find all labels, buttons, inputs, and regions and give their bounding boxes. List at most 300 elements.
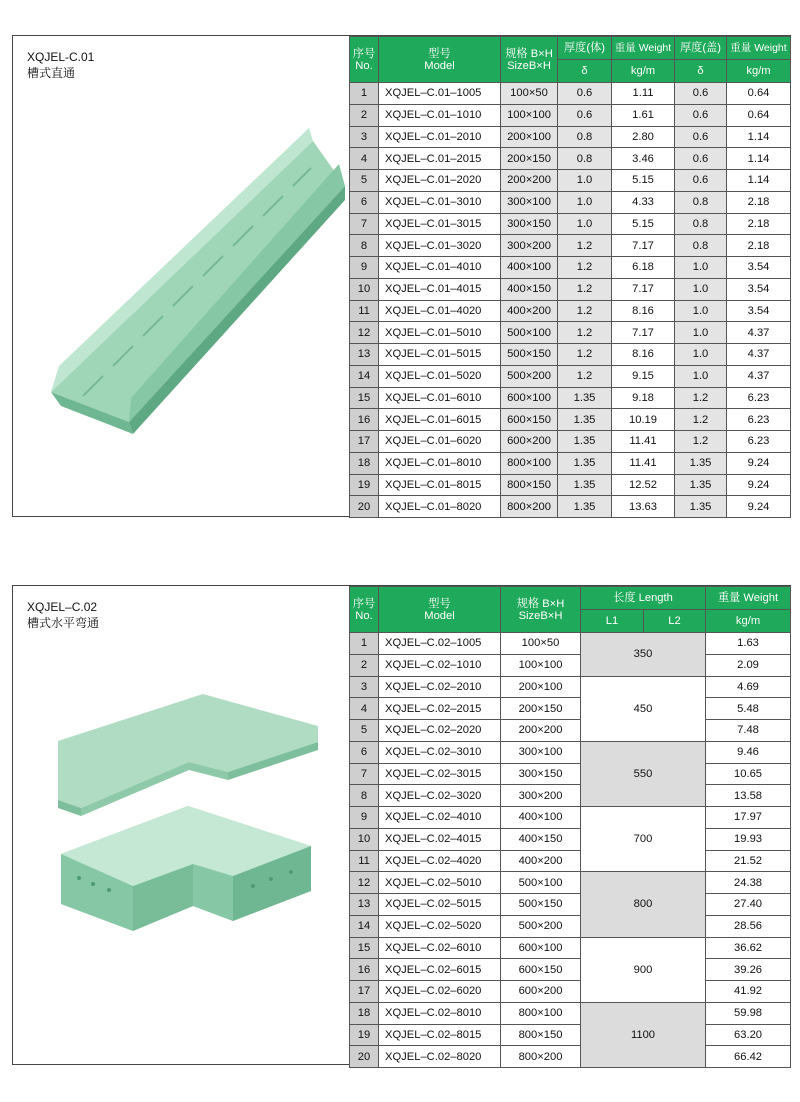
table-row <box>350 344 791 366</box>
row-model: XQJEL–C.01–4015 <box>379 278 501 300</box>
table-row <box>350 235 791 257</box>
row-weight-body: 7.17 <box>612 278 675 300</box>
row-weight: 9.46 <box>706 741 791 763</box>
row-model: XQJEL–C.01–3010 <box>379 191 501 213</box>
row-number: 18 <box>350 452 379 474</box>
row-weight: 24.38 <box>706 872 791 894</box>
row-size: 200×150 <box>501 148 558 170</box>
row-size: 800×100 <box>501 1002 581 1024</box>
header-l1: L1 <box>581 610 644 633</box>
row-weight-cover: 4.37 <box>727 365 791 387</box>
table-row <box>350 126 791 148</box>
row-number: 4 <box>350 698 379 720</box>
row-weight-cover: 0.64 <box>727 83 791 105</box>
row-weight-cover: 6.23 <box>727 409 791 431</box>
row-weight-body: 8.16 <box>612 344 675 366</box>
row-thickness-cover: 0.6 <box>675 170 727 192</box>
row-length-group: 1100 <box>581 1002 706 1067</box>
row-size: 600×150 <box>501 959 581 981</box>
row-weight-body: 2.80 <box>612 126 675 148</box>
row-model: XQJEL–C.01–2020 <box>379 170 501 192</box>
row-size: 300×150 <box>501 213 558 235</box>
row-weight: 5.48 <box>706 698 791 720</box>
header-size: 规格 B×H SizeB×H <box>501 587 581 633</box>
row-model: XQJEL–C.02–8015 <box>379 1024 501 1046</box>
row-thickness-body: 1.2 <box>558 235 612 257</box>
row-number: 1 <box>350 83 379 105</box>
row-weight: 1.63 <box>706 633 791 655</box>
row-model: XQJEL–C.02–2015 <box>379 698 501 720</box>
row-model: XQJEL–C.02–8010 <box>379 1002 501 1024</box>
header-l2: L2 <box>644 610 706 633</box>
table-row <box>350 981 791 1003</box>
row-thickness-cover: 1.0 <box>675 278 727 300</box>
row-number: 17 <box>350 431 379 453</box>
row-model: XQJEL–C.02–4020 <box>379 850 501 872</box>
row-model: XQJEL–C.01–3015 <box>379 213 501 235</box>
row-size: 300×100 <box>501 741 581 763</box>
product-block-straight-tray <box>12 35 791 517</box>
row-thickness-body: 0.6 <box>558 83 612 105</box>
row-number: 15 <box>350 387 379 409</box>
row-weight-body: 1.11 <box>612 83 675 105</box>
row-size: 200×100 <box>501 676 581 698</box>
row-weight-cover: 1.14 <box>727 126 791 148</box>
row-weight-cover: 2.18 <box>727 235 791 257</box>
row-number: 2 <box>350 654 379 676</box>
row-thickness-cover: 1.0 <box>675 300 727 322</box>
row-model: XQJEL–C.02–6020 <box>379 981 501 1003</box>
row-weight-body: 11.41 <box>612 452 675 474</box>
row-weight-cover: 2.18 <box>727 191 791 213</box>
row-thickness-body: 1.35 <box>558 431 612 453</box>
table-row <box>350 654 791 676</box>
row-size: 100×100 <box>501 104 558 126</box>
row-model: XQJEL–C.01–6020 <box>379 431 501 453</box>
row-weight-body: 5.15 <box>612 213 675 235</box>
row-weight-body: 7.17 <box>612 235 675 257</box>
row-model: XQJEL–C.02–2010 <box>379 676 501 698</box>
row-number: 20 <box>350 1046 379 1068</box>
row-number: 13 <box>350 894 379 916</box>
row-weight-cover: 3.54 <box>727 257 791 279</box>
row-weight-cover: 0.64 <box>727 104 791 126</box>
row-thickness-cover: 0.8 <box>675 235 727 257</box>
row-number: 16 <box>350 409 379 431</box>
row-size: 500×150 <box>501 894 581 916</box>
unit-weight-body: kg/m <box>612 60 675 83</box>
row-weight-body: 9.18 <box>612 387 675 409</box>
header-thickness-body: 厚度(体) <box>558 37 612 60</box>
elbow-cover <box>58 694 318 808</box>
table-row <box>350 322 791 344</box>
row-number: 17 <box>350 981 379 1003</box>
row-thickness-body: 0.6 <box>558 104 612 126</box>
row-number: 5 <box>350 170 379 192</box>
table-row <box>350 83 791 105</box>
row-model: XQJEL–C.01–5010 <box>379 322 501 344</box>
product-name: 槽式直通 <box>27 66 76 80</box>
row-thickness-cover: 1.0 <box>675 322 727 344</box>
header-model: 型号 Model <box>379 587 501 633</box>
table-row <box>350 148 791 170</box>
product-photo-area <box>13 586 349 1064</box>
row-weight-body: 5.15 <box>612 170 675 192</box>
row-model: XQJEL–C.01–3020 <box>379 235 501 257</box>
product-code: XQJEL–C.02 <box>27 600 98 614</box>
row-model: XQJEL–C.02–3015 <box>379 763 501 785</box>
spec-table-straight-body <box>350 83 791 518</box>
product-photo-area <box>13 36 349 516</box>
row-number: 5 <box>350 720 379 742</box>
row-number: 12 <box>350 872 379 894</box>
row-weight-cover: 9.24 <box>727 496 791 518</box>
row-weight-cover: 4.37 <box>727 322 791 344</box>
straight-tray-image <box>13 36 349 516</box>
product-name: 槽式水平弯通 <box>27 616 100 630</box>
row-number: 14 <box>350 365 379 387</box>
row-size: 400×100 <box>501 257 558 279</box>
row-thickness-cover: 0.6 <box>675 126 727 148</box>
row-length-group: 700 <box>581 807 706 872</box>
row-weight-body: 10.19 <box>612 409 675 431</box>
row-model: XQJEL–C.02–5020 <box>379 915 501 937</box>
row-number: 8 <box>350 235 379 257</box>
row-weight-body: 13.63 <box>612 496 675 518</box>
row-size: 800×200 <box>501 1046 581 1068</box>
row-thickness-cover: 0.8 <box>675 213 727 235</box>
row-size: 500×100 <box>501 322 558 344</box>
row-weight: 63.20 <box>706 1024 791 1046</box>
row-model: XQJEL–C.02–3010 <box>379 741 501 763</box>
row-size: 300×150 <box>501 763 581 785</box>
row-weight-body: 4.33 <box>612 191 675 213</box>
row-weight: 28.56 <box>706 915 791 937</box>
row-length-group: 550 <box>581 741 706 806</box>
row-size: 400×150 <box>501 278 558 300</box>
row-size: 100×50 <box>501 633 581 655</box>
row-weight-cover: 3.54 <box>727 300 791 322</box>
row-length-group: 800 <box>581 872 706 937</box>
row-model: XQJEL–C.02–3020 <box>379 785 501 807</box>
row-length-group: 900 <box>581 937 706 1002</box>
row-weight-cover: 2.18 <box>727 213 791 235</box>
row-number: 4 <box>350 148 379 170</box>
row-size: 400×150 <box>501 828 581 850</box>
row-length-group: 350 <box>581 633 706 677</box>
row-size: 300×200 <box>501 785 581 807</box>
row-size: 400×100 <box>501 807 581 829</box>
table-row <box>350 1024 791 1046</box>
row-model: XQJEL–C.01–8020 <box>379 496 501 518</box>
table-row <box>350 872 791 894</box>
row-number: 15 <box>350 937 379 959</box>
table-row <box>350 387 791 409</box>
row-number: 9 <box>350 807 379 829</box>
table-row <box>350 915 791 937</box>
row-model: XQJEL–C.01–8010 <box>379 452 501 474</box>
row-model: XQJEL–C.02–4015 <box>379 828 501 850</box>
row-thickness-cover: 1.2 <box>675 409 727 431</box>
row-number: 18 <box>350 1002 379 1024</box>
row-size: 600×100 <box>501 387 558 409</box>
row-model: XQJEL–C.01–2010 <box>379 126 501 148</box>
table-row <box>350 496 791 518</box>
row-number: 11 <box>350 300 379 322</box>
row-thickness-body: 1.2 <box>558 322 612 344</box>
row-thickness-body: 1.35 <box>558 387 612 409</box>
spec-table-straight <box>349 36 791 518</box>
table-row <box>350 828 791 850</box>
table-row <box>350 170 791 192</box>
table-row <box>350 633 791 655</box>
row-weight-cover: 1.14 <box>727 148 791 170</box>
row-weight: 17.97 <box>706 807 791 829</box>
row-weight-cover: 1.14 <box>727 170 791 192</box>
table-row <box>350 1002 791 1024</box>
header-length: 长度 Length <box>581 587 706 610</box>
row-number: 16 <box>350 959 379 981</box>
row-size: 200×200 <box>501 720 581 742</box>
row-weight-cover: 9.24 <box>727 474 791 496</box>
row-weight: 19.93 <box>706 828 791 850</box>
row-model: XQJEL–C.01–5020 <box>379 365 501 387</box>
row-size: 500×200 <box>501 915 581 937</box>
row-size: 300×200 <box>501 235 558 257</box>
spec-table-elbow <box>349 586 791 1068</box>
row-size: 400×200 <box>501 300 558 322</box>
row-thickness-body: 1.2 <box>558 344 612 366</box>
row-model: XQJEL–C.01–1005 <box>379 83 501 105</box>
row-weight-body: 12.52 <box>612 474 675 496</box>
header-thickness-cover: 厚度(盖) <box>675 37 727 60</box>
row-model: XQJEL–C.01–4020 <box>379 300 501 322</box>
header-no: 序号 No. <box>350 587 379 633</box>
row-number: 7 <box>350 213 379 235</box>
unit-weight-cover: kg/m <box>727 60 791 83</box>
row-model: XQJEL–C.01–2015 <box>379 148 501 170</box>
header-weight-body: 重量 Weight <box>612 37 675 60</box>
table-row <box>350 474 791 496</box>
row-weight-body: 9.15 <box>612 365 675 387</box>
table-row <box>350 257 791 279</box>
row-thickness-body: 1.35 <box>558 496 612 518</box>
row-thickness-cover: 1.2 <box>675 431 727 453</box>
row-thickness-cover: 1.35 <box>675 474 727 496</box>
table-row <box>350 431 791 453</box>
row-size: 800×150 <box>501 1024 581 1046</box>
row-number: 19 <box>350 1024 379 1046</box>
row-size: 200×150 <box>501 698 581 720</box>
table-row <box>350 452 791 474</box>
row-thickness-cover: 0.6 <box>675 83 727 105</box>
row-thickness-cover: 0.8 <box>675 191 727 213</box>
row-thickness-body: 1.0 <box>558 191 612 213</box>
row-thickness-cover: 0.6 <box>675 104 727 126</box>
row-weight: 13.58 <box>706 785 791 807</box>
row-size: 800×200 <box>501 496 558 518</box>
row-weight: 10.65 <box>706 763 791 785</box>
row-model: XQJEL–C.01–6010 <box>379 387 501 409</box>
row-weight-cover: 6.23 <box>727 387 791 409</box>
table-row <box>350 698 791 720</box>
row-number: 9 <box>350 257 379 279</box>
row-size: 100×50 <box>501 83 558 105</box>
row-weight-body: 7.17 <box>612 322 675 344</box>
unit-thickness-body: δ <box>558 60 612 83</box>
row-weight-cover: 3.54 <box>727 278 791 300</box>
table-row <box>350 1046 791 1068</box>
row-model: XQJEL–C.01–5015 <box>379 344 501 366</box>
row-number: 6 <box>350 191 379 213</box>
row-weight: 2.09 <box>706 654 791 676</box>
table-row <box>350 278 791 300</box>
row-size: 800×150 <box>501 474 558 496</box>
row-thickness-cover: 1.0 <box>675 365 727 387</box>
header-weight: 重量 Weight <box>706 587 791 610</box>
row-weight-cover: 9.24 <box>727 452 791 474</box>
row-thickness-body: 0.8 <box>558 148 612 170</box>
row-thickness-body: 1.35 <box>558 409 612 431</box>
row-model: XQJEL–C.02–4010 <box>379 807 501 829</box>
row-size: 100×100 <box>501 654 581 676</box>
row-thickness-cover: 1.35 <box>675 452 727 474</box>
row-number: 7 <box>350 763 379 785</box>
row-thickness-cover: 0.6 <box>675 148 727 170</box>
row-thickness-body: 1.0 <box>558 170 612 192</box>
table-row <box>350 720 791 742</box>
table-row <box>350 763 791 785</box>
table-row <box>350 213 791 235</box>
row-weight: 4.69 <box>706 676 791 698</box>
row-number: 3 <box>350 676 379 698</box>
row-weight: 66.42 <box>706 1046 791 1068</box>
row-size: 300×100 <box>501 191 558 213</box>
row-thickness-body: 1.35 <box>558 474 612 496</box>
row-number: 10 <box>350 278 379 300</box>
table-row <box>350 191 791 213</box>
row-weight-body: 6.18 <box>612 257 675 279</box>
horizontal-elbow-image <box>13 586 349 1064</box>
row-weight-cover: 6.23 <box>727 431 791 453</box>
table-row <box>350 741 791 763</box>
table-row <box>350 807 791 829</box>
row-size: 200×100 <box>501 126 558 148</box>
unit-weight: kg/m <box>706 610 791 633</box>
row-weight: 39.26 <box>706 959 791 981</box>
row-number: 1 <box>350 633 379 655</box>
row-weight: 7.48 <box>706 720 791 742</box>
row-number: 8 <box>350 785 379 807</box>
row-size: 600×200 <box>501 431 558 453</box>
row-weight: 36.62 <box>706 937 791 959</box>
row-number: 2 <box>350 104 379 126</box>
row-model: XQJEL–C.01–1010 <box>379 104 501 126</box>
row-number: 10 <box>350 828 379 850</box>
row-number: 6 <box>350 741 379 763</box>
row-weight: 27.40 <box>706 894 791 916</box>
row-size: 600×100 <box>501 937 581 959</box>
row-size: 400×200 <box>501 850 581 872</box>
row-number: 13 <box>350 344 379 366</box>
table-row <box>350 894 791 916</box>
row-model: XQJEL–C.01–6015 <box>379 409 501 431</box>
row-size: 200×200 <box>501 170 558 192</box>
table-row <box>350 785 791 807</box>
table-row <box>350 937 791 959</box>
row-number: 20 <box>350 496 379 518</box>
row-thickness-body: 1.0 <box>558 213 612 235</box>
header-weight-cover: 重量 Weight <box>727 37 791 60</box>
row-model: XQJEL–C.02–1010 <box>379 654 501 676</box>
row-number: 3 <box>350 126 379 148</box>
table-row <box>350 409 791 431</box>
row-thickness-body: 1.2 <box>558 300 612 322</box>
row-weight-body: 1.61 <box>612 104 675 126</box>
row-size: 500×200 <box>501 365 558 387</box>
row-length-group: 450 <box>581 676 706 741</box>
row-thickness-body: 1.2 <box>558 278 612 300</box>
table-row <box>350 676 791 698</box>
row-model: XQJEL–C.01–4010 <box>379 257 501 279</box>
row-thickness-body: 1.2 <box>558 365 612 387</box>
row-weight: 21.52 <box>706 850 791 872</box>
row-thickness-cover: 1.2 <box>675 387 727 409</box>
row-model: XQJEL–C.02–5010 <box>379 872 501 894</box>
row-number: 14 <box>350 915 379 937</box>
tray-bottom <box>51 141 345 422</box>
row-model: XQJEL–C.02–6015 <box>379 959 501 981</box>
table-row <box>350 300 791 322</box>
row-thickness-body: 1.2 <box>558 257 612 279</box>
product-block-horizontal-elbow <box>12 585 791 1065</box>
unit-thickness-cover: δ <box>675 60 727 83</box>
header-model: 型号 Model <box>379 37 501 83</box>
row-weight: 59.98 <box>706 1002 791 1024</box>
table-row <box>350 959 791 981</box>
row-model: XQJEL–C.02–8020 <box>379 1046 501 1068</box>
table-row <box>350 365 791 387</box>
spec-table-elbow-body <box>350 633 791 1068</box>
row-thickness-cover: 1.0 <box>675 344 727 366</box>
row-weight-cover: 4.37 <box>727 344 791 366</box>
row-size: 500×150 <box>501 344 558 366</box>
header-size: 规格 B×H SizeB×H <box>501 37 558 83</box>
row-number: 11 <box>350 850 379 872</box>
row-size: 800×100 <box>501 452 558 474</box>
row-number: 12 <box>350 322 379 344</box>
row-model: XQJEL–C.02–5015 <box>379 894 501 916</box>
row-weight-body: 11.41 <box>612 431 675 453</box>
header-no: 序号 No. <box>350 37 379 83</box>
row-size: 600×150 <box>501 409 558 431</box>
row-weight-body: 3.46 <box>612 148 675 170</box>
row-model: XQJEL–C.02–6010 <box>379 937 501 959</box>
row-number: 19 <box>350 474 379 496</box>
row-weight: 41.92 <box>706 981 791 1003</box>
product-code: XQJEL-C.01 <box>27 50 95 64</box>
table-row <box>350 104 791 126</box>
row-thickness-body: 1.35 <box>558 452 612 474</box>
row-model: XQJEL–C.01–8015 <box>379 474 501 496</box>
row-thickness-cover: 1.35 <box>675 496 727 518</box>
table-row <box>350 850 791 872</box>
row-thickness-cover: 1.0 <box>675 257 727 279</box>
row-size: 500×100 <box>501 872 581 894</box>
row-thickness-body: 0.8 <box>558 126 612 148</box>
row-model: XQJEL–C.02–1005 <box>379 633 501 655</box>
row-weight-body: 8.16 <box>612 300 675 322</box>
